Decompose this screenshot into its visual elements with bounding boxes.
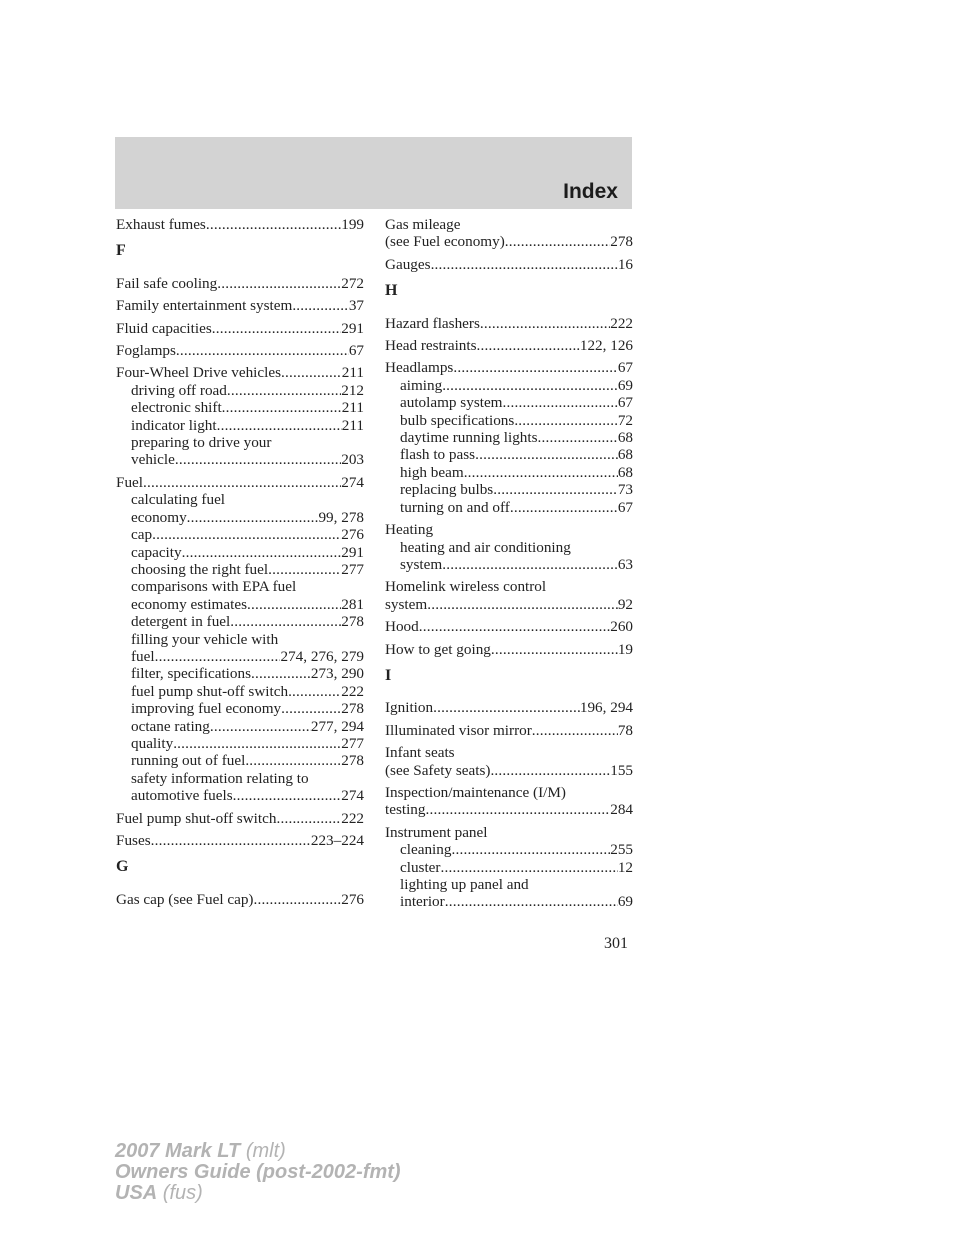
entry-page-ref: 16 — [617, 255, 633, 273]
index-entry-line — [385, 359, 633, 376]
entry-page-ref: 291 — [341, 319, 364, 337]
document-footer — [115, 1141, 401, 1204]
index-section-letter: G — [116, 858, 129, 876]
entry-page-ref: 72 — [617, 411, 633, 429]
dot-leader — [510, 499, 618, 516]
entry-term: (see Fuel economy) — [385, 233, 505, 251]
index-entry-line — [116, 810, 364, 827]
dot-leader — [538, 429, 618, 446]
dot-leader — [217, 275, 341, 292]
dot-leader — [440, 859, 617, 876]
index-entry-line — [385, 256, 633, 273]
index-subentry — [116, 491, 364, 508]
entry-page-ref: 291 — [341, 543, 364, 561]
entry-page-ref: 68 — [617, 463, 633, 481]
entry-page-ref: 274, 276, 279 — [280, 647, 364, 665]
dot-leader — [187, 509, 319, 526]
entry-term: Family entertainment system — [116, 297, 293, 315]
entry-term: system — [385, 595, 428, 613]
dot-leader — [212, 320, 341, 337]
dot-leader — [431, 256, 618, 273]
entry-page-ref: 274 — [341, 787, 364, 805]
dot-leader — [464, 464, 618, 481]
entry-term: system — [400, 555, 443, 573]
entry-term: Ignition — [385, 699, 434, 717]
index-entry-line — [385, 722, 633, 739]
index-entry — [116, 297, 364, 314]
entry-page-ref: 278 — [341, 613, 364, 631]
entry-term: economy estimates — [131, 595, 247, 613]
dot-leader — [532, 722, 618, 739]
entry-term: fuel pump shut-off switch — [131, 682, 289, 700]
index-subentry — [116, 683, 364, 700]
entry-page-ref: 67 — [617, 359, 633, 377]
index-subentry — [116, 382, 364, 399]
entry-term: Foglamps — [116, 342, 176, 360]
entry-page-ref: 222 — [341, 809, 364, 827]
dot-leader — [217, 417, 342, 434]
entry-page-ref: 211 — [341, 399, 364, 417]
entry-term: Fail safe cooling — [116, 274, 218, 292]
entry-term: high beam — [400, 463, 464, 481]
entry-term: How to get going — [385, 640, 491, 658]
index-entry — [116, 275, 364, 292]
index-subentry — [385, 481, 633, 498]
entry-page-ref: 99, 278 — [318, 508, 364, 526]
entry-term: testing — [385, 801, 426, 819]
dot-leader — [442, 556, 618, 573]
dot-leader — [155, 648, 281, 665]
dot-leader — [175, 451, 341, 468]
index-column-left — [116, 216, 364, 913]
index-entry-line — [385, 521, 633, 538]
entry-term: Gas mileage — [385, 216, 461, 233]
entry-term: lighting up panel and — [400, 876, 529, 893]
entry-page-ref: 222 — [341, 682, 364, 700]
index-subentry — [116, 417, 364, 434]
index-subentry — [116, 770, 364, 787]
entry-page-ref: 211 — [341, 364, 364, 382]
dot-leader — [292, 297, 349, 314]
entry-page-ref: 255 — [610, 841, 633, 859]
index-subentry — [116, 665, 364, 682]
index-entry — [385, 784, 633, 819]
dot-leader — [206, 216, 341, 233]
index-entry-line — [116, 320, 364, 337]
entry-page-ref: 199 — [341, 216, 364, 233]
entry-term: Hood — [385, 618, 419, 636]
index-entry-line — [116, 364, 364, 381]
index-subentry — [385, 859, 633, 876]
entry-page-ref: 274 — [341, 473, 364, 491]
index-entry-line — [116, 342, 364, 359]
index-entry-line — [116, 891, 364, 908]
entry-page-ref: 155 — [610, 761, 633, 779]
entry-term: Exhaust fumes — [116, 216, 206, 233]
index-entry — [385, 578, 633, 613]
index-section-letter: H — [385, 282, 398, 300]
index-subentry — [116, 718, 364, 735]
index-subentry — [116, 434, 364, 451]
index-entry — [116, 832, 364, 849]
index-entry-line — [385, 578, 633, 595]
index-subentry — [116, 596, 364, 613]
entry-page-ref: 276 — [341, 890, 364, 908]
index-subentry — [116, 787, 364, 804]
dot-leader — [251, 665, 311, 682]
index-entry — [385, 216, 633, 251]
entry-term: Fluid capacities — [116, 319, 212, 337]
index-entry — [385, 699, 633, 716]
entry-page-ref: 69 — [617, 893, 633, 911]
index-section-letter: F — [116, 242, 126, 260]
entry-page-ref: 277 — [341, 560, 364, 578]
page-number: 301 — [604, 935, 628, 952]
entry-page-ref: 273, 290 — [310, 665, 364, 683]
index-entry-line — [385, 784, 633, 801]
dot-leader — [210, 718, 311, 735]
dot-leader — [143, 474, 341, 491]
index-entry-line — [385, 801, 633, 818]
entry-term: safety information relating to — [131, 769, 309, 787]
dot-leader — [490, 762, 610, 779]
entry-term: Instrument panel — [385, 823, 488, 841]
entry-term: Fuses — [116, 832, 151, 849]
index-entry — [116, 342, 364, 359]
dot-leader — [433, 699, 580, 716]
entry-page-ref: 122, 126 — [579, 337, 633, 355]
entry-page-ref: 276 — [341, 526, 364, 544]
index-subentry — [385, 412, 633, 429]
entry-page-ref: 278 — [341, 700, 364, 718]
entry-term: choosing the right fuel — [131, 560, 269, 578]
entry-page-ref: 203 — [341, 451, 364, 469]
entry-term: Inspection/maintenance (I/M) — [385, 783, 566, 801]
entry-page-ref: 73 — [617, 481, 633, 499]
index-subentry — [116, 700, 364, 717]
index-subentry — [116, 451, 364, 468]
entry-term: calculating fuel — [131, 491, 226, 509]
entry-page-ref: 63 — [617, 555, 633, 573]
index-entry-line — [116, 297, 364, 314]
dot-leader — [173, 735, 341, 752]
index-entry — [385, 521, 633, 573]
index-entry-line — [116, 216, 364, 233]
entry-term: Homelink wireless control — [385, 578, 547, 596]
index-entry-line — [116, 275, 364, 292]
footer-line-market: USA (fus) — [115, 1182, 203, 1204]
entry-term: running out of fuel — [131, 752, 246, 770]
entry-term: Headlamps — [385, 359, 454, 377]
entry-term: electronic shift — [131, 399, 222, 417]
entry-term: capacity — [131, 543, 182, 561]
entry-page-ref: 68 — [617, 429, 633, 447]
index-subentry — [385, 464, 633, 481]
index-subentry — [116, 648, 364, 665]
index-section-letter: I — [385, 666, 392, 684]
entry-term: Fuel pump shut-off switch — [116, 809, 277, 827]
entry-term: flash to pass — [400, 446, 476, 464]
dot-leader — [442, 377, 618, 394]
dot-leader — [276, 810, 341, 827]
entry-page-ref: 196, 294 — [579, 699, 633, 717]
entry-page-ref: 67 — [617, 498, 633, 516]
index-column-right — [385, 216, 633, 916]
entry-term: filter, specifications — [131, 665, 252, 683]
index-entry — [385, 618, 633, 635]
index-subentry — [116, 631, 364, 648]
entry-page-ref: 222 — [610, 314, 633, 332]
entry-term: cleaning — [400, 841, 452, 859]
dot-leader — [253, 891, 341, 908]
dot-leader — [227, 382, 341, 399]
entry-page-ref: 12 — [617, 858, 633, 876]
dot-leader — [480, 315, 610, 332]
index-subentry — [385, 394, 633, 411]
index-subentry — [385, 841, 633, 858]
dot-leader — [503, 394, 618, 411]
dot-leader — [505, 233, 610, 250]
entry-term: octane rating — [131, 717, 210, 735]
index-entry-line — [385, 641, 633, 658]
dot-leader — [445, 893, 618, 910]
index-entry — [385, 744, 633, 779]
index-entry-line — [385, 824, 633, 841]
dot-leader — [151, 832, 311, 849]
dot-leader — [281, 700, 341, 717]
index-entry-line — [116, 474, 364, 491]
entry-page-ref: 272 — [341, 274, 364, 292]
dot-leader — [268, 561, 341, 578]
entry-term: Infant seats — [385, 744, 455, 762]
entry-term: quality — [131, 734, 174, 752]
index-entry-line — [385, 337, 633, 354]
index-entry — [385, 722, 633, 739]
dot-leader — [176, 342, 349, 359]
entry-term: aiming — [400, 376, 443, 394]
index-subentry — [385, 377, 633, 394]
dot-leader — [247, 596, 341, 613]
dot-leader — [245, 752, 341, 769]
index-subentry — [385, 429, 633, 446]
dot-leader — [281, 364, 342, 381]
entry-page-ref: 284 — [610, 801, 633, 819]
dot-leader — [514, 412, 618, 429]
index-subentry — [116, 399, 364, 416]
index-subentry — [116, 561, 364, 578]
index-entry — [385, 824, 633, 911]
index-entry — [385, 315, 633, 332]
index-entry-line — [385, 216, 633, 233]
dot-leader — [491, 641, 618, 658]
dot-leader — [475, 446, 618, 463]
entry-term: fuel — [131, 647, 155, 665]
entry-term: driving off road — [131, 381, 227, 399]
entry-term: Hazard flashers — [385, 314, 480, 332]
entry-term: replacing bulbs — [400, 481, 494, 499]
index-entry — [116, 320, 364, 337]
page-title: Index — [563, 180, 618, 203]
entry-term: heating and air conditioning — [400, 538, 571, 556]
entry-term: Fuel — [116, 473, 144, 491]
index-entry-line — [116, 832, 364, 849]
entry-page-ref: 281 — [341, 595, 364, 613]
dot-leader — [426, 801, 611, 818]
index-entry — [116, 364, 364, 468]
index-subentry — [385, 539, 633, 556]
entry-page-ref: 78 — [617, 721, 633, 739]
entry-term: preparing to drive your — [131, 434, 272, 452]
entry-term: Heating — [385, 521, 434, 539]
entry-term: daytime running lights — [400, 429, 538, 447]
entry-page-ref: 277, 294 — [310, 717, 364, 735]
dot-leader — [451, 841, 610, 858]
entry-page-ref: 277 — [341, 734, 364, 752]
entry-term: comparisons with EPA fuel — [131, 578, 297, 596]
entry-page-ref: 278 — [610, 233, 633, 251]
entry-term: filling your vehicle with — [131, 630, 279, 648]
dot-leader — [230, 613, 341, 630]
entry-term: Illuminated visor mirror — [385, 721, 532, 739]
index-entry — [116, 216, 364, 233]
dot-leader — [182, 544, 342, 561]
dot-leader — [419, 618, 610, 635]
index-entry-line — [385, 744, 633, 761]
entry-term: Head restraints — [385, 337, 477, 355]
index-subentry — [116, 578, 364, 595]
entry-page-ref: 260 — [610, 618, 633, 636]
index-subentry — [116, 544, 364, 561]
entry-page-ref: 92 — [617, 595, 633, 613]
index-entry — [116, 891, 364, 908]
dot-leader — [222, 399, 342, 416]
dot-leader — [477, 337, 580, 354]
entry-term: turning on and off — [400, 498, 510, 516]
entry-page-ref: 278 — [341, 752, 364, 770]
index-subentry — [116, 752, 364, 769]
entry-term: autolamp system — [400, 394, 503, 412]
entry-term: (see Safety seats) — [385, 761, 491, 779]
entry-term: indicator light — [131, 416, 217, 434]
dot-leader — [288, 683, 341, 700]
entry-page-ref: 68 — [617, 446, 633, 464]
index-entry — [385, 359, 633, 516]
index-subentry — [116, 509, 364, 526]
index-entry-line — [385, 315, 633, 332]
dot-leader — [233, 787, 342, 804]
index-subentry — [116, 526, 364, 543]
entry-term: vehicle — [131, 451, 175, 469]
index-entry-line — [385, 233, 633, 250]
index-subentry — [116, 735, 364, 752]
index-entry-line — [385, 762, 633, 779]
index-entry-line — [385, 596, 633, 613]
entry-page-ref: 211 — [341, 416, 364, 434]
footer-line-guide: Owners Guide (post-2002-fmt) — [115, 1161, 401, 1183]
entry-term: cap — [131, 526, 153, 544]
dot-leader — [427, 596, 618, 613]
entry-page-ref: 37 — [348, 297, 364, 315]
index-entry — [116, 474, 364, 805]
index-entry — [385, 337, 633, 354]
entry-term: Gas cap (see Fuel cap) — [116, 890, 254, 908]
entry-term: economy — [131, 508, 187, 526]
index-entry-line — [385, 618, 633, 635]
index-subentry — [385, 446, 633, 463]
entry-term: interior — [400, 893, 445, 911]
entry-term: bulb specifications — [400, 411, 515, 429]
index-subentry — [385, 499, 633, 516]
entry-page-ref: 223–224 — [310, 832, 364, 849]
index-entry — [116, 810, 364, 827]
index-subentry — [385, 893, 633, 910]
footer-line-model: 2007 Mark LT (mlt) — [115, 1140, 286, 1162]
entry-page-ref: 212 — [341, 381, 364, 399]
index-entry-line — [385, 699, 633, 716]
index-subentry — [385, 556, 633, 573]
entry-term: automotive fuels — [131, 787, 233, 805]
entry-page-ref: 69 — [617, 376, 633, 394]
index-entry — [385, 641, 633, 658]
entry-term: improving fuel economy — [131, 700, 282, 718]
dot-leader — [152, 526, 341, 543]
entry-page-ref: 19 — [617, 640, 633, 658]
entry-term: Four-Wheel Drive vehicles — [116, 364, 282, 382]
entry-term: cluster — [400, 858, 441, 876]
entry-term: detergent in fuel — [131, 613, 231, 631]
header-band — [115, 137, 632, 209]
entry-page-ref: 67 — [617, 394, 633, 412]
index-subentry — [385, 876, 633, 893]
dot-leader — [453, 359, 617, 376]
index-subentry — [116, 613, 364, 630]
entry-page-ref: 67 — [348, 342, 364, 360]
dot-leader — [493, 481, 618, 498]
index-entry — [385, 256, 633, 273]
entry-term: Gauges — [385, 255, 431, 273]
